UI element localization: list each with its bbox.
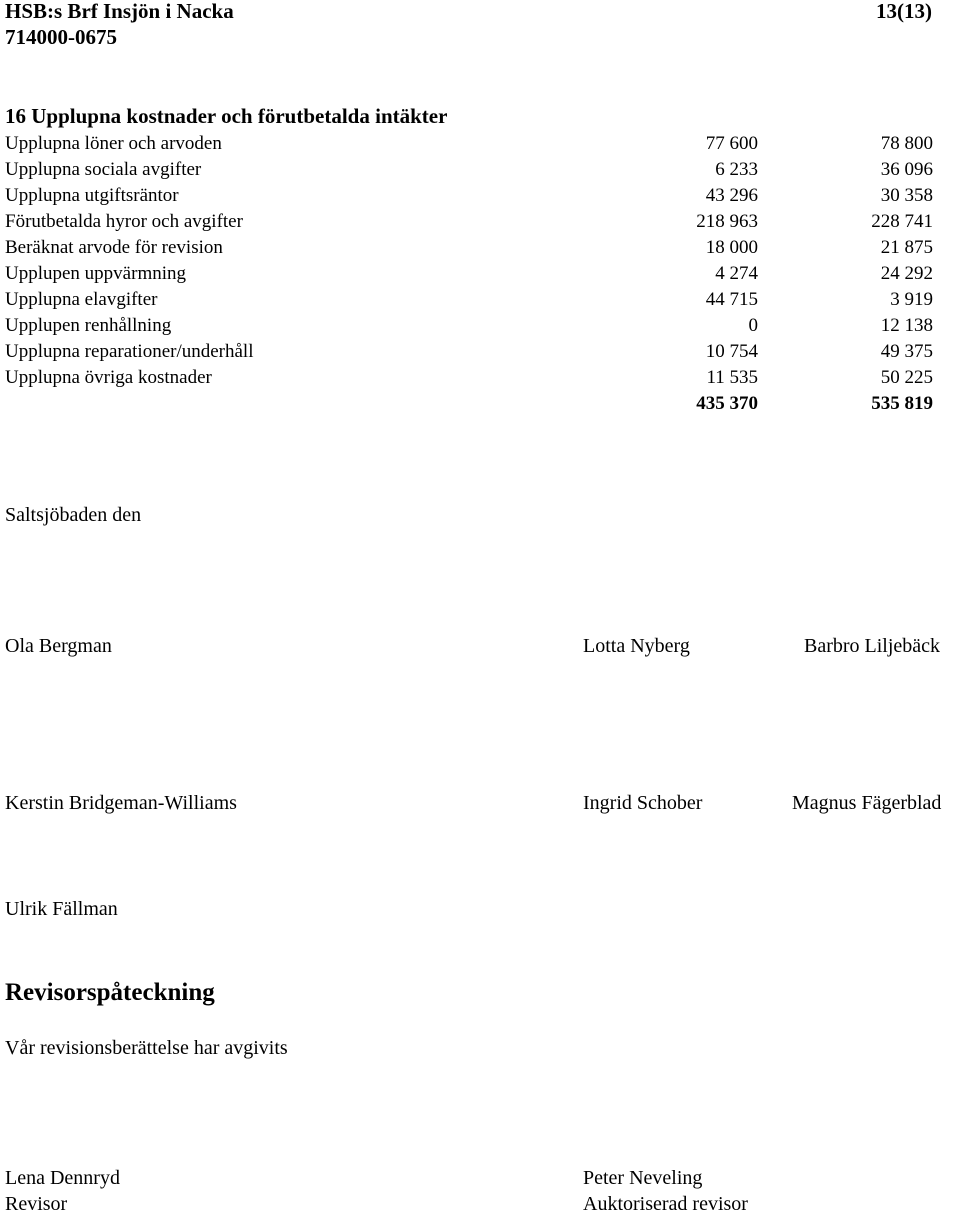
org-name: HSB:s Brf Insjön i Nacka [5, 0, 234, 23]
signature-name: Kerstin Bridgeman-Williams [5, 792, 237, 814]
org-number: 714000-0675 [5, 25, 117, 49]
row-label: Upplupna övriga kostnader [5, 367, 212, 388]
auditor-role: Auktoriserad revisor [583, 1193, 748, 1215]
row-label: Upplupna sociala avgifter [5, 159, 202, 180]
row-previous-value: 50 225 [880, 367, 933, 388]
row-label: Upplupen renhållning [5, 315, 172, 336]
row-previous-value: 24 292 [880, 263, 933, 284]
signature-name: Ola Bergman [5, 635, 112, 657]
row-label: Upplupna reparationer/underhåll [5, 341, 254, 362]
row-previous-value: 49 375 [880, 341, 933, 362]
row-current-value: 11 535 [706, 367, 758, 388]
place-date-line: Saltsjöbaden den [5, 504, 142, 526]
row-current-value: 77 600 [705, 133, 758, 154]
row-previous-value: 12 138 [880, 315, 933, 336]
signature-name: Magnus Fägerblad [792, 792, 942, 814]
row-previous-value: 36 096 [880, 159, 933, 180]
row-label: Upplupna utgiftsräntor [5, 185, 179, 206]
signature-name: Ingrid Schober [583, 792, 703, 814]
auditor-name: Lena Dennryd [5, 1167, 120, 1189]
audit-title: Revisorspåteckning [5, 979, 215, 1006]
row-current-value: 218 963 [696, 211, 758, 232]
note-title: 16 Upplupna kostnader och förutbetalda intäkter [5, 104, 448, 128]
signature-name: Ulrik Fällman [5, 898, 118, 920]
signature-name: Lotta Nyberg [583, 635, 690, 657]
audit-statement: Vår revisionsberättelse har avgivits [5, 1037, 288, 1059]
row-current-value: 43 296 [705, 185, 758, 206]
row-current-value: 0 [748, 315, 758, 336]
page-number: 13(13) [876, 0, 932, 23]
row-previous-value: 21 875 [880, 237, 933, 258]
row-label: Upplupna löner och arvoden [5, 133, 222, 154]
row-current-value: 10 754 [705, 341, 758, 362]
row-previous-value: 78 800 [880, 133, 933, 154]
row-current-value: 18 000 [705, 237, 758, 258]
row-previous-value: 228 741 [871, 211, 933, 232]
row-current-value: 6 233 [715, 159, 758, 180]
row-label: Upplupen uppvärmning [5, 263, 187, 284]
row-current-value: 4 274 [715, 263, 758, 284]
total-previous-value: 535 819 [871, 393, 933, 414]
row-current-value: 44 715 [705, 289, 758, 310]
row-previous-value: 3 919 [890, 289, 933, 310]
row-label: Upplupna elavgifter [5, 289, 158, 310]
signature-name: Barbro Liljebäck [804, 635, 941, 657]
row-label: Förutbetalda hyror och avgifter [5, 211, 243, 232]
row-previous-value: 30 358 [880, 185, 933, 206]
row-label: Beräknat arvode för revision [5, 237, 223, 258]
auditor-role: Revisor [5, 1193, 68, 1215]
total-current-value: 435 370 [696, 393, 758, 414]
auditor-name: Peter Neveling [583, 1167, 703, 1189]
